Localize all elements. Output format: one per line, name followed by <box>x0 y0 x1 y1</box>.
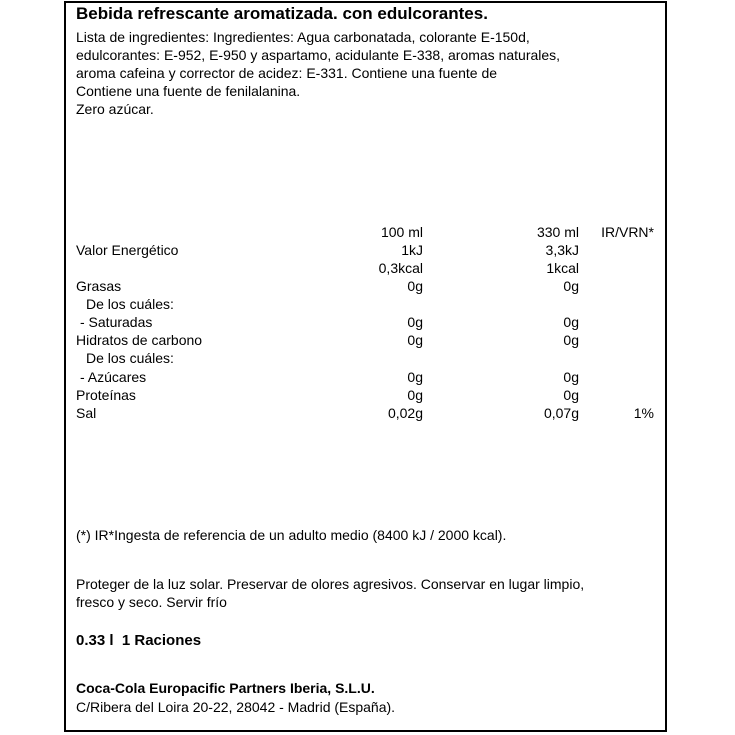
storage-line: fresco y seco. Servir frío <box>76 594 227 610</box>
nutrition-row-azucares <box>0 368 735 386</box>
row-label: Grasas <box>76 278 122 294</box>
storage-line: Proteger de la luz solar. Preservar de olores agresivos. Conservar en lugar limpio, <box>76 576 585 592</box>
row-label: Proteínas <box>76 387 136 403</box>
row-value-330ml: 0g <box>563 387 579 403</box>
row-value-100ml: 0g <box>407 369 423 385</box>
company-address: C/Ribera del Loira 20-22, 28042 - Madrid (España). <box>76 699 396 715</box>
nutrition-row-de-los-cuales <box>0 349 735 367</box>
ingredients-line: Lista de ingredientes: Ingredientes: Agua carbonatada, colorante E-150d, <box>76 29 530 45</box>
row-label: Valor Energético <box>76 242 179 258</box>
footnote: (*) IR*Ingesta de referencia de un adulto medio (8400 kJ / 2000 kcal). <box>76 527 507 543</box>
ingredients-line: edulcorantes: E-952, E-950 y aspartamo, acidulante E-338, aromas naturales, <box>76 47 561 63</box>
row-label: De los cuáles: <box>86 350 174 366</box>
row-label: - Saturadas <box>80 314 153 330</box>
row-value-ir-vrn: 1% <box>633 405 654 421</box>
header-330ml: 330 ml <box>536 224 579 240</box>
ingredients-line: Contiene una fuente de fenilalanina. <box>76 83 301 99</box>
nutrition-row-grasas <box>0 277 735 295</box>
row-value-330ml: 3,3kJ <box>545 242 579 258</box>
row-value-100ml: 0g <box>407 278 423 294</box>
row-value-330ml: 0g <box>563 314 579 330</box>
nutrition-header <box>0 223 735 241</box>
nutrition-row-saturadas <box>0 313 735 331</box>
row-value-330ml: 0,07g <box>543 405 579 421</box>
nutrition-row-energy-kcal <box>0 259 735 277</box>
nutrition-row-de-los-cuales <box>0 295 735 313</box>
header-100ml: 100 ml <box>380 224 423 240</box>
ingredients-line: aroma cafeina y corrector de acidez: E-331. Contiene una fuente de <box>76 65 498 81</box>
row-value-100ml: 0g <box>407 332 423 348</box>
row-value-100ml: 0g <box>407 387 423 403</box>
ingredients-block <box>76 28 560 118</box>
nutrition-row-proteinas <box>0 386 735 404</box>
header-ir-vrn: IR/VRN* <box>601 224 654 240</box>
row-label: De los cuáles: <box>86 296 174 312</box>
product-title: Bebida refrescante aromatizada. con edulcorantes. <box>76 4 488 23</box>
company-name: Coca-Cola Europacific Partners Iberia, S.L.U. <box>76 680 375 696</box>
nutrition-row-energy-kj <box>0 241 735 259</box>
ingredients-line: Zero azúcar. <box>76 101 154 117</box>
row-value-100ml: 1kJ <box>401 242 423 258</box>
row-value-100ml: 0,02g <box>387 405 423 421</box>
row-value-330ml: 0g <box>563 332 579 348</box>
row-value-100ml: 0,3kcal <box>378 260 423 276</box>
nutrition-row-hidratos <box>0 331 735 349</box>
row-label: Hidratos de carbono <box>76 332 203 348</box>
row-value-330ml: 0g <box>563 278 579 294</box>
row-value-330ml: 1kcal <box>546 260 579 276</box>
row-label: - Azúcares <box>80 369 147 385</box>
row-label: Sal <box>76 405 97 421</box>
row-value-330ml: 0g <box>563 369 579 385</box>
volume-servings: 0.33 l 1 Raciones <box>76 632 202 649</box>
row-value-100ml: 0g <box>407 314 423 330</box>
nutrition-row-sal <box>0 404 735 422</box>
storage-instructions <box>76 575 584 611</box>
